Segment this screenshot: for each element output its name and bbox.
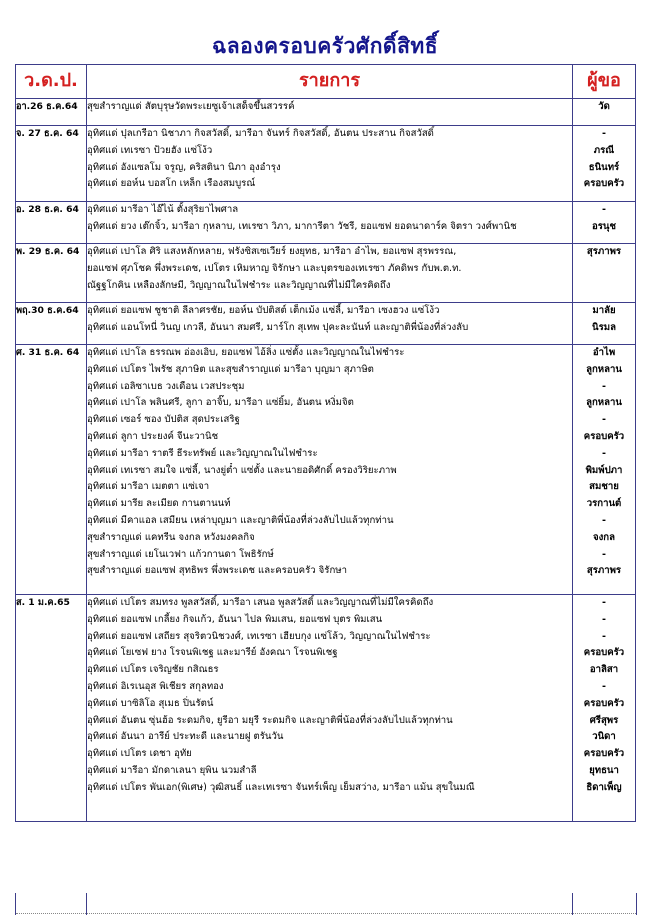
intention-line: สุขสำราญแด่ เยโนเวฟา แก้วกานดา โพธิรักษ์ — [87, 548, 274, 560]
requester-line: จงกล — [593, 531, 615, 543]
table-header-row — [16, 65, 636, 99]
intention-line: อุทิศแด่ ยอแซฟ เกลี้ยง กิจแก้ว, อันนา ไปล พิมเสน, ยอแซฟ บุตร พิมเสน — [87, 613, 383, 625]
requester-line: ลูกหลาน — [586, 363, 622, 375]
requester-line: ภรณี — [593, 144, 615, 156]
document-title: ฉลองครอบครัวศักดิ์สิทธิ์ — [211, 34, 439, 58]
intention-line: อุทิศแด่ เซอร์ ซอง บัปติส สุดประเสริฐ — [87, 414, 240, 426]
table-row — [16, 202, 636, 244]
intention-line: อุทิศแด่ เปโตร เดชา อุทัย — [87, 748, 192, 760]
requester-line: ครอบครัว — [583, 748, 625, 760]
intention-line: อุทิศแด่ เปโตร เจริญชัย กสิณธร — [87, 664, 219, 676]
row-items — [87, 345, 573, 595]
requester-line: ครอบครัว — [583, 697, 625, 709]
row-date: อา.26 ธ.ค.64 — [16, 99, 87, 126]
table-body — [16, 99, 636, 822]
requester-line: - — [602, 597, 606, 608]
requester-line: ครอบครัว — [583, 178, 625, 190]
header-items: รายการ — [87, 65, 573, 99]
header-requester: ผู้ขอ — [573, 65, 636, 99]
requester-line: ครอบครัว — [583, 430, 625, 442]
requester-line: สมชาย — [589, 481, 619, 493]
intention-line: อุทิศแด่ ยอแซฟ เสถียร สุจริตวนิชวงศ์, เทเรซา เฮียบกุง แซ่โล้ว, วิญญาณในไฟชำระ — [87, 630, 431, 642]
row-date: พฤ.30 ธ.ค.64 — [16, 303, 87, 345]
intention-line: อุทิศแด่ มารีอา ราตรี ธีระทรัพย์ และวิญญาณในไฟชำระ — [87, 447, 318, 459]
requester-line: - — [602, 204, 606, 215]
requester-line: สุรภาพร — [586, 246, 622, 257]
requester-line: ลูกหลาน — [586, 397, 622, 409]
intention-line: สุขสำราญแด่ แคทรีน จงกล หวังมงคลกิจ — [87, 531, 255, 543]
requester-line: - — [602, 414, 606, 426]
requester-line: วรกานต์ — [586, 498, 622, 510]
intention-line: อุทิศแด่ เปาโล ศิริ แสงหลักหลาย, ฟรังซิสเซเวียร์ ยงยุทธ, มารีอา อำไพ, ยอแซฟ สุรพรรณ, — [87, 246, 457, 257]
row-date: ส. 1 ม.ค.65 — [16, 595, 87, 822]
intention-line: ณัฐฐโกคิน เหลืองลักษมี, วิญญาณในไฟชำระ และวิญญาณที่ไม่มีใครคิดถึง — [87, 279, 391, 291]
intention-line: อุทิศแด่ เปาโล ธรรณพ อ่องเอิบ, ยอแซฟ ไอ้ลิ่ง แซ่ตั้ง และวิญญาณในไฟชำระ — [87, 347, 405, 358]
requester-line: - — [602, 380, 606, 392]
requester-line: - — [602, 514, 606, 526]
requester-line: ธิดาเพ็ญ — [586, 781, 622, 793]
row-items — [87, 303, 573, 345]
row-requester — [573, 595, 636, 822]
header-date: ว.ด.ป. — [16, 65, 87, 99]
intention-line: อุทิศแด่ ยวง เต๊กจิ้ว, มารีอา กุหลาบ, เทเรซา วิภา, มาการีตา วัชรี, ยอแซฟ ยอดนาดาร์ค จิตรา วงศ์พานิช — [87, 220, 517, 232]
requester-line: ศรีสุพร — [589, 714, 619, 726]
row-date: พ. 29 ธ.ค. 64 — [16, 244, 87, 303]
intention-line: อุทิศแด่ ลูกา ประยงค์ จีนะวานิช — [87, 430, 219, 442]
intention-line: ยอแซฟ ศุภโชค พึ่งพระเดช, เปโตร เหิมหาญ จิรักษา และบุตรของเทเรซา ภัคดิพร กับพ.ต.ท. — [87, 262, 462, 274]
requester-line: ยุทธนา — [589, 764, 619, 776]
intention-line: อุทิศแด่ มารีย ละเมียด กานตานนท์ — [87, 498, 231, 510]
row-requester — [573, 202, 636, 244]
intention-line: อุทิศแด่ อังแซลโม จรูญ, คริสตินา นิภา อุงอำรุง — [87, 161, 281, 173]
intention-line: อุทิศแด่ เปโตร สมทรง พูลสวัสดิ์, มารีอา เสนอ พูลสวัสดิ์ และวิญญาณที่ไม่มีใครคิดถึง — [87, 597, 434, 608]
intention-line: อุทิศแด่ มารีอา มักดาเลนา ยุพิน นวมสำลี — [87, 764, 257, 776]
intention-line: อุทิศแด่ เอลิซาเบธ วงเดือน เวสประชุม — [87, 380, 245, 392]
requester-line: อรนุช — [592, 220, 616, 232]
intention-line: อุทิศแด่ มารีอา เมตตา แซ่เจา — [87, 481, 210, 493]
requester-line: - — [602, 447, 606, 459]
intention-line: อุทิศแด่ เทเรซา ป้วยฮัง แซ่โง้ว — [87, 144, 213, 156]
intention-line: อุทิศแด่ อันตน ซุ่นฮ้อ ระดมกิจ, ยูรีอา มยุรี ระดมกิจ และญาติพี่น้องที่ล่วงลับไปแล้วทุกท่าน — [87, 714, 453, 726]
intention-line: อุทิศแด่ อิเรเนอุส พิเชียร สกุลทอง — [87, 680, 224, 692]
requester-line: นิรมล — [592, 321, 616, 333]
requester-line: - — [602, 128, 606, 139]
mass-intention-table — [15, 64, 636, 822]
row-date: จ. 27 ธ.ค. 64 — [16, 126, 87, 202]
table-row — [16, 595, 636, 822]
table-row — [16, 345, 636, 595]
intention-line: อุทิศแด่ ยอแซฟ ชูชาติ ลีลาศรชัย, ยอห์น บัปติสต์ เต็กเม้ง แซ่ลี้, มารีอา เซงฮวง แซ่โง้ว — [87, 305, 440, 316]
intention-line: อุทิศแด่ เทเรซา สมใจ แซ่ลี้, นางยู่ต๋ำ แซ่ตั้ง และนายอดิศักดิ์ ครองวิริยะภาพ — [87, 464, 397, 476]
requester-line: มาลัย — [592, 305, 616, 316]
table-row — [16, 303, 636, 345]
table-row — [16, 244, 636, 303]
requester-line: - — [602, 613, 606, 625]
requester-line: อำไพ — [592, 347, 616, 358]
row-requester — [573, 345, 636, 595]
intention-line: สุขสำราญแด่ สัตบุรุษวัดพระเยซูเจ้าเสด็จขึ้นสวรรค์ — [87, 101, 295, 112]
intention-line: อุทิศแด่ ยอห์น บอสโก เหล็ก เรืองสมบูรณ์ — [87, 178, 256, 190]
requester-line: - — [602, 548, 606, 560]
intention-line: อุทิศแด่ เปโตร พันเอก(พิเศษ) วุฒิสนธิ์ และเทเรซา จันทร์เพ็ญ เย็มสว่าง, มารีอา แม้น สุขในมณี — [87, 781, 475, 793]
intention-line: อุทิศแด่ โยเซฟ ยาง โรจนพิเชฐ และมารีย์ อังคณา โรจนพิเชฐ — [87, 647, 338, 659]
row-items — [87, 126, 573, 202]
row-items — [87, 244, 573, 303]
row-requester — [573, 126, 636, 202]
table-row — [16, 99, 636, 126]
intention-line: สุขสำราญแด่ ยอแซฟ สุทธิพร พึ่งพระเดช และครอบครัว จิรักษา — [87, 565, 347, 577]
intention-line: อุทิศแด่ บาซิลิโอ สุเมธ ปิ่นรัตน์ — [87, 697, 214, 709]
intention-line: อุทิศแด่ เปโตร ไพรัช สุภาษิต และสุขสำราญแด่ มารีอา บุญมา สุภาษิต — [87, 363, 374, 375]
row-items — [87, 202, 573, 244]
requester-line: พิมพ์ปภา — [585, 464, 623, 476]
requester-line: วนิดา — [592, 731, 616, 743]
table-row — [16, 126, 636, 202]
requester-line: อาลิสา — [589, 664, 619, 676]
row-items — [87, 99, 573, 126]
requester-line: ครอบครัว — [583, 647, 625, 659]
row-date: อ. 28 ธ.ค. 64 — [16, 202, 87, 244]
intention-line: อุทิศแด่ มารีอา ไอ๊ไน้ ตั้งสุริยาไพศาล — [87, 204, 239, 215]
requester-line: - — [602, 630, 606, 642]
empty-trailing-row — [15, 893, 637, 915]
row-requester — [573, 303, 636, 345]
row-date: ศ. 31 ธ.ค. 64 — [16, 345, 87, 595]
intention-line: อุทิศแด่ แอนโทนี่ วินญ เกวลี, อันนา สมศรี, มาร์โก สุเทพ ปุคะละนันท์ และญาติพี่น้องที่ล่วงลับ — [87, 321, 469, 333]
intention-line: อุทิศแด่ เปาโล พลินศรี, ลูกา อาจิ๊บ, มารีอา แซ่ยิ้ม, อันตน หงิ่มจิต — [87, 397, 354, 409]
row-requester — [573, 99, 636, 126]
intention-line: อุทิศแด่ มีคาแอล เสมียน เหล่าบุญมา และญาติพี่น้องที่ล่วงลับไปแล้วทุกท่าน — [87, 514, 394, 526]
requester-line: วัด — [598, 101, 610, 112]
row-items — [87, 595, 573, 822]
intention-line: อุทิศแด่ ปุลเกรีอา นิชาภา กิจสวัสดิ์, มารีอา จันทร์ กิจสวัสดิ์, อันตน ประสาน กิจสวัสดิ์ — [87, 128, 434, 139]
row-requester — [573, 244, 636, 303]
intention-line: อุทิศแด่ อันนา อารีย์ ประทะดี และนายฝู ตรันวัน — [87, 731, 284, 743]
requester-line: ธนินทร์ — [588, 161, 620, 173]
requester-line: - — [602, 680, 606, 692]
requester-line: สุรภาพร — [586, 565, 622, 577]
